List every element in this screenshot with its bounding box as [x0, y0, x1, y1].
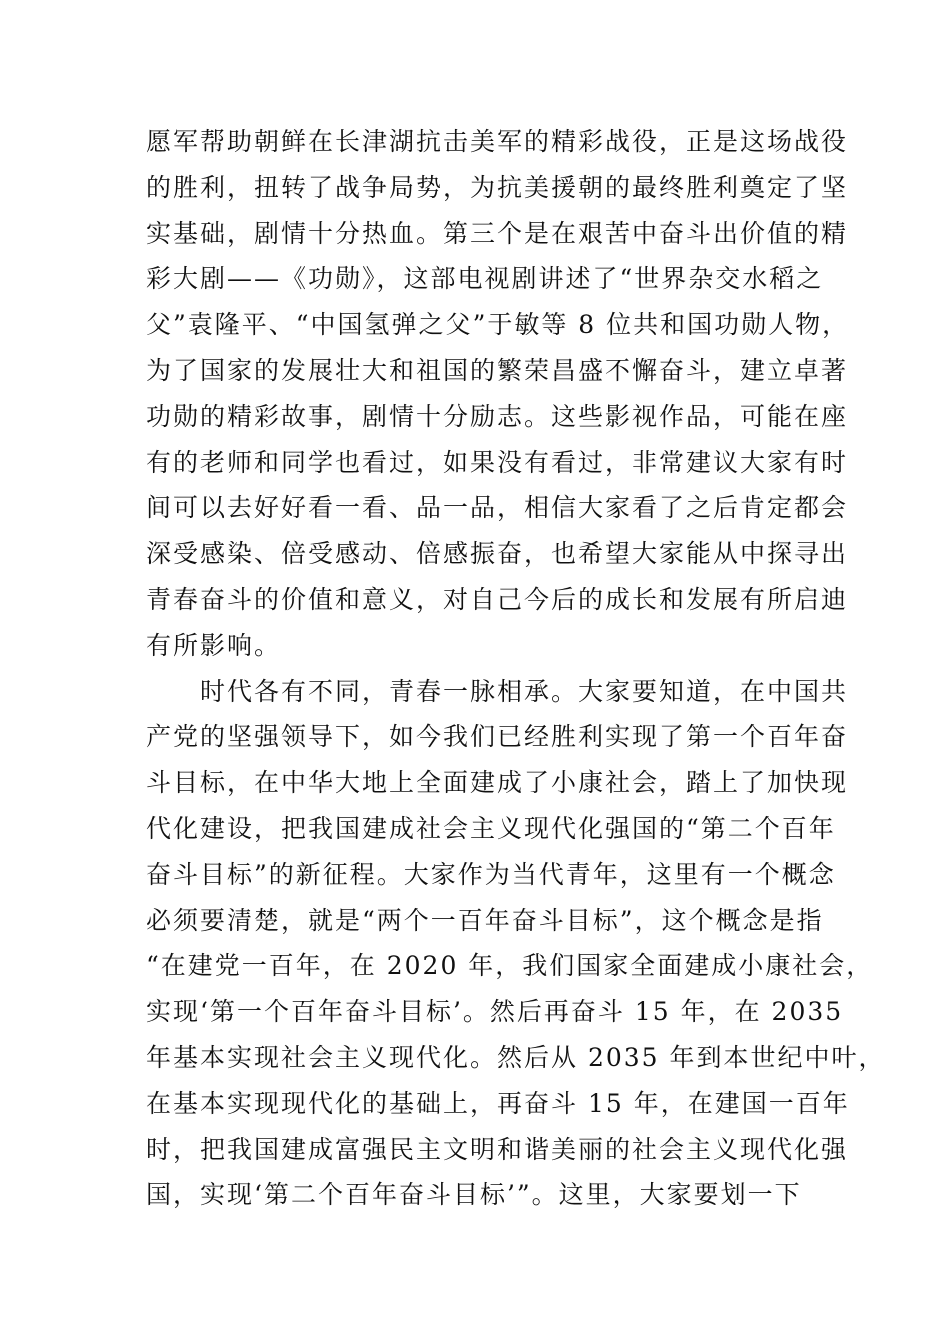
- text-line: 功勋的精彩故事，剧情十分励志。这些影视作品，可能在座: [146, 401, 849, 431]
- text-line: 实基础，剧情十分热血。第三个是在艰苦中奋斗出价值的精: [146, 218, 849, 248]
- text-line: 父”袁隆平、“中国氢弹之父”于敏等 8 位共和国功勋人物，: [146, 310, 850, 340]
- text-line: 愿军帮助朝鲜在长津湖抗击美军的精彩战役，正是这场战役: [146, 127, 849, 156]
- text-line: 为了国家的发展壮大和祖国的繁荣昌盛不懈奋斗，建立卓著: [146, 355, 849, 385]
- text-line: 奋斗目标”的新征程。大家作为当代青年，这里有一个概念: [146, 859, 836, 889]
- text-line: 时代各有不同，青春一脉相承。大家要知道，在中国共: [146, 676, 849, 706]
- paragraph-1: [146, 119, 850, 669]
- text-line: 产党的坚强领导下，如今我们已经胜利实现了第一个百年奋: [146, 722, 849, 752]
- text-line: 国，实现‘第二个百年奋斗目标’”。这里，大家要划一下: [146, 1180, 802, 1210]
- text-line: 有所影响。: [146, 630, 282, 660]
- text-line: “在建党一百年，在 2020 年，我们国家全面建成小康社会，: [146, 951, 874, 981]
- text-line: 实现‘第一个百年奋斗目标’。然后再奋斗 15 年，在 2035: [146, 997, 844, 1027]
- text-line: 必须要清楚，就是“两个一百年奋斗目标”，这个概念是指: [146, 905, 824, 935]
- text-line: 斗目标，在中华大地上全面建成了小康社会，踏上了加快现: [146, 768, 849, 798]
- text-line: 有的老师和同学也看过，如果没有看过，非常建议大家有时: [146, 447, 849, 477]
- text-line: 青春奋斗的价值和意义，对自己今后的成长和发展有所启迪: [146, 584, 849, 614]
- document-body: [146, 119, 886, 1218]
- text-line: 的胜利，扭转了战争局势，为抗美援朝的最终胜利奠定了坚: [146, 172, 849, 202]
- text-line: 间可以去好好看一看、品一品，相信大家看了之后肯定都会: [146, 493, 849, 523]
- text-line: 深受感染、倍受感动、倍感振奋，也希望大家能从中探寻出: [146, 539, 849, 569]
- paragraph-2: [146, 669, 886, 1219]
- text-line: 代化建设，把我国建成社会主义现代化强国的“第二个百年: [146, 813, 836, 843]
- text-line: 年基本实现社会主义现代化。然后从 2035 年到本世纪中叶，: [146, 1042, 886, 1072]
- text-line: 在基本实现现代化的基础上，再奋斗 15 年，在建国一百年: [146, 1088, 850, 1118]
- text-line: 时，把我国建成富强民主文明和谐美丽的社会主义现代化强: [146, 1134, 849, 1164]
- text-line: 彩大剧——《功勋》，这部电视剧讲述了“世界杂交水稻之: [146, 264, 824, 294]
